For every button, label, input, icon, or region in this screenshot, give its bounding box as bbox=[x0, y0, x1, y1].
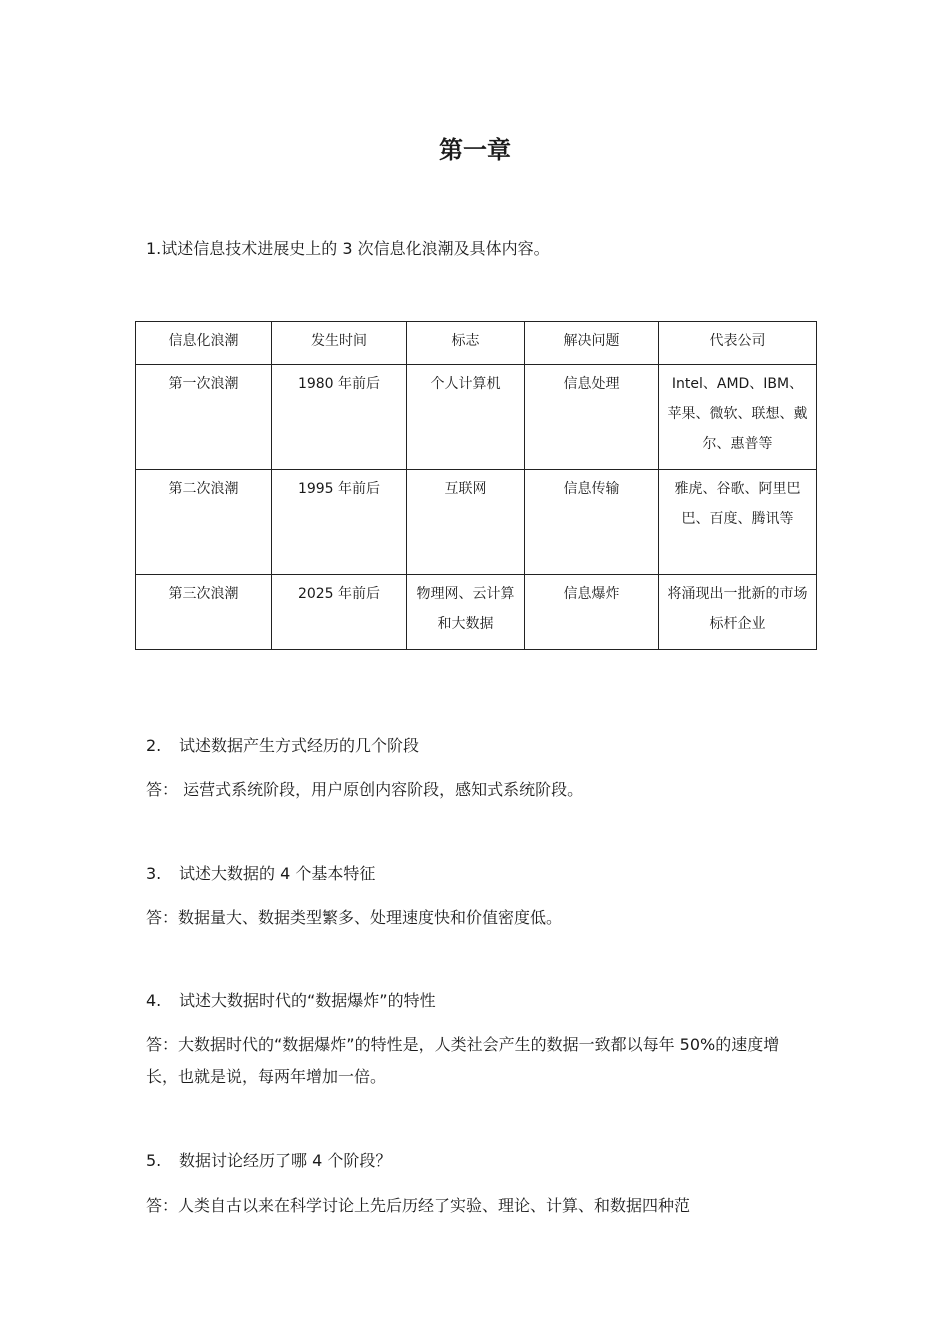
table-cell: 信息爆炸 bbox=[525, 575, 659, 650]
question-2 bbox=[146, 731, 810, 761]
table-row bbox=[136, 470, 817, 575]
table-cell: 物理网、云计算和大数据 bbox=[407, 575, 525, 650]
question-1: 1.试述信息技术进展史上的 3 次信息化浪潮及具体内容。 bbox=[146, 239, 550, 258]
table-header-row bbox=[136, 322, 817, 365]
answer-3: 答：数据量大、数据类型繁多、处理速度快和价值密度低。 bbox=[146, 908, 563, 927]
question-text: 试述数据产生方式经历的几个阶段 bbox=[179, 736, 420, 755]
answer-2: 答： 运营式系统阶段，用户原创内容阶段，感知式系统阶段。 bbox=[146, 780, 584, 799]
question-number: 3. bbox=[146, 864, 162, 883]
table-cell: 个人计算机 bbox=[407, 365, 525, 470]
table-cell: 第一次浪潮 bbox=[136, 365, 272, 470]
table-cell: 信息处理 bbox=[525, 365, 659, 470]
table-header-cell: 发生时间 bbox=[272, 322, 407, 365]
question-3 bbox=[146, 859, 810, 889]
question-number: 2. bbox=[146, 736, 162, 755]
table-row bbox=[136, 575, 817, 650]
table-cell: 第三次浪潮 bbox=[136, 575, 272, 650]
question-number: 5. bbox=[146, 1151, 162, 1170]
answer-5: 答：人类自古以来在科学讨论上先后历经了实验、理论、计算、和数据四种范 bbox=[146, 1196, 691, 1215]
question-text: 试述大数据时代的“数据爆炸”的特性 bbox=[179, 991, 436, 1010]
chapter-title: 第一章 bbox=[439, 136, 511, 164]
table-cell: Intel、AMD、IBM、苹果、微软、联想、戴尔、惠普等 bbox=[659, 365, 817, 470]
table-cell: 雅虎、谷歌、阿里巴巴、百度、腾讯等 bbox=[659, 470, 817, 575]
table-cell: 第二次浪潮 bbox=[136, 470, 272, 575]
table-header-cell: 信息化浪潮 bbox=[136, 322, 272, 365]
info-waves-table bbox=[135, 321, 817, 650]
question-text: 试述大数据的 4 个基本特征 bbox=[179, 864, 376, 883]
table-cell: 将涌现出一批新的市场标杆企业 bbox=[659, 575, 817, 650]
table-cell: 互联网 bbox=[407, 470, 525, 575]
table-row bbox=[136, 365, 817, 470]
question-4 bbox=[146, 986, 810, 1016]
table-cell: 信息传输 bbox=[525, 470, 659, 575]
question-text: 数据讨论经历了哪 4 个阶段？ bbox=[179, 1151, 392, 1170]
question-5 bbox=[146, 1146, 810, 1176]
table-cell: 1995 年前后 bbox=[272, 470, 407, 575]
table-cell: 2025 年前后 bbox=[272, 575, 407, 650]
answer-4: 答：大数据时代的“数据爆炸”的特性是，人类社会产生的数据一致都以每年 50%的速度增长，也就是说，每两年增加一倍。 bbox=[146, 1035, 780, 1086]
table-cell: 1980 年前后 bbox=[272, 365, 407, 470]
table-header-cell: 解决问题 bbox=[525, 322, 659, 365]
question-number: 4. bbox=[146, 991, 162, 1010]
table-header-cell: 标志 bbox=[407, 322, 525, 365]
table-header-cell: 代表公司 bbox=[659, 322, 817, 365]
